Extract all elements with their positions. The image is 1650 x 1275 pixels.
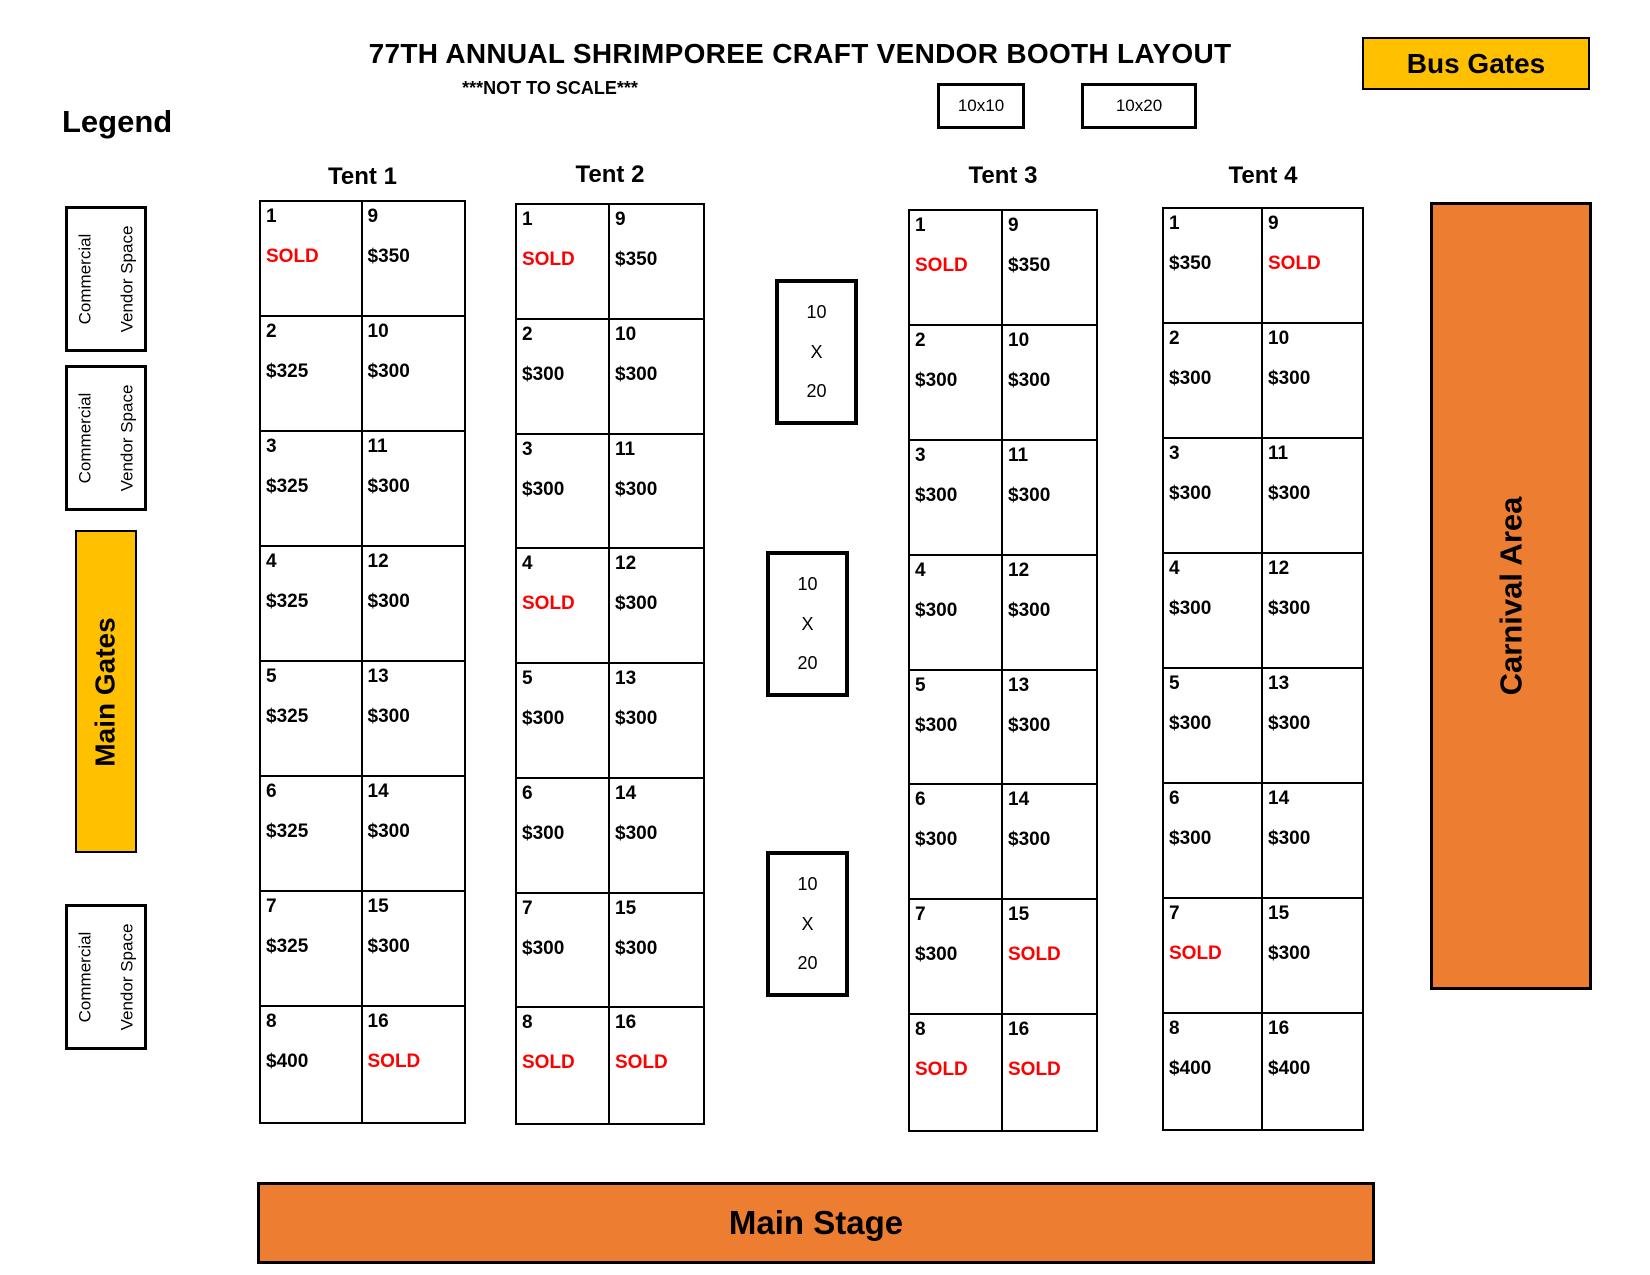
booth-number: 5 [266,666,277,687]
booth-number: 7 [266,896,277,917]
booth-width: 10 [797,873,818,894]
booth-number: 7 [1169,903,1180,924]
booth-price: $300 [615,363,658,385]
carnival-area-label: Carnival Area [1493,496,1529,696]
booth-x: X [801,613,814,634]
booth-price: $300 [1268,828,1311,849]
sold-label: SOLD [367,1051,421,1072]
booth-price: $325 [266,591,309,612]
booth[interactable] [1003,556,1096,671]
booth[interactable] [261,317,363,432]
booth[interactable] [363,777,465,892]
tent-title: Tent 2 [575,161,645,188]
booth-number: 3 [522,438,533,460]
booth[interactable] [910,441,1003,556]
booth-price: $300 [367,591,410,612]
booth-price: $300 [1268,368,1311,389]
booth-number: 10 [1268,328,1290,349]
booth-number: 5 [522,668,533,689]
booth-price: $350 [615,249,658,270]
booth[interactable] [517,894,610,1009]
booth[interactable] [1164,1014,1263,1129]
booth[interactable] [517,205,610,320]
booth-number: 11 [1268,443,1289,464]
booth-number: 4 [266,551,277,572]
booth-number: 5 [1169,673,1180,694]
booth-number: 4 [522,553,533,575]
cvs-line-2: Vendor Space [117,225,136,333]
sold-label: SOLD [915,255,968,276]
booth-number: 15 [1268,903,1290,924]
booth-price: $325 [266,706,309,727]
booth[interactable] [910,1015,1003,1130]
booth[interactable] [1263,209,1362,324]
booth-price: $300 [522,708,565,729]
booth-number: 2 [915,329,926,351]
booth-width: 10 [797,573,818,594]
booth[interactable] [1263,784,1362,899]
bus-gates: Bus Gates [1362,37,1590,90]
booth[interactable] [910,211,1003,326]
booth-price: $300 [1008,829,1051,851]
booth-price: $300 [1169,483,1212,504]
booth-number: 14 [367,781,389,802]
booth-number: 12 [1268,558,1290,579]
booth-price: $325 [266,936,309,957]
booth[interactable] [517,549,610,664]
page-title: 77TH ANNUAL SHRIMPOREE CRAFT VENDOR BOOTH LAYOUT [368,38,1232,69]
booth-price: $300 [615,822,658,844]
booth-price: $325 [266,476,309,497]
booth-number: 16 [615,1012,637,1034]
sold-label: SOLD [1169,943,1222,964]
booth-price: $300 [915,829,958,851]
booth-number: 8 [915,1019,926,1041]
booth-number: 16 [1008,1019,1030,1041]
cvs-line-2: Vendor Space [117,923,136,1031]
booth[interactable] [1003,441,1096,556]
booth-number: 2 [1169,328,1180,349]
cvs-line-1: Commercial [75,233,94,325]
booth-number: 1 [522,209,533,230]
booth[interactable] [363,432,465,547]
booth[interactable] [610,664,703,779]
booth-price: $300 [1268,483,1311,504]
cvs-line-1: Commercial [75,931,94,1023]
booth-price: $400 [1268,1058,1311,1079]
booth[interactable] [1263,899,1362,1014]
sold-label: SOLD [615,1052,668,1074]
commercial-vendor-space [65,365,147,511]
booth-price: $300 [1268,943,1311,964]
booth[interactable] [363,202,465,317]
booth-number: 12 [1008,559,1030,581]
booth-number: 6 [522,782,533,804]
booth-number: 3 [915,444,926,466]
booth[interactable] [261,202,363,317]
booth[interactable] [517,435,610,550]
booth-number: 2 [266,321,277,342]
not-to-scale-note: ***NOT TO SCALE*** [462,78,638,98]
size-legend-10x20: 10x20 [1081,83,1197,129]
booth[interactable] [1003,671,1096,786]
booth-number: 13 [1008,674,1030,696]
booth-number: 6 [915,789,926,811]
booth[interactable] [1164,784,1263,899]
booth[interactable] [610,549,703,664]
booth-number: 2 [522,323,533,345]
booth-number: 10 [1008,329,1030,351]
booth[interactable] [1164,899,1263,1014]
booth-number: 12 [367,551,389,572]
booth-width: 10 [806,301,827,322]
legend-label: Legend [62,104,173,139]
tent-title: Tent 1 [328,163,397,190]
booth-price: $300 [1268,713,1311,734]
booth-number: 4 [915,559,926,581]
booth[interactable] [1003,1015,1096,1130]
booth-number: 10 [615,323,637,345]
booth-number: 16 [1268,1018,1290,1039]
booth-price: $300 [1268,598,1311,619]
booth-price: $300 [1169,598,1212,619]
booth-number: 1 [1169,213,1180,234]
booth[interactable] [517,1008,610,1123]
booth[interactable] [517,320,610,435]
commercial-vendor-space [65,904,147,1050]
booth-number: 11 [367,436,388,457]
booth-price: $300 [367,821,410,842]
booth-price: $300 [915,944,958,966]
booth-price: $300 [615,708,658,729]
booth-price: $300 [915,484,958,506]
booth-number: 12 [615,553,637,575]
booth-number: 1 [266,206,277,227]
booth[interactable] [261,777,363,892]
main-stage: Main Stage [257,1182,1375,1264]
booth-price: $350 [367,246,410,267]
booth-price: $300 [522,937,565,959]
booth[interactable] [610,1008,703,1123]
booth-number: 1 [915,215,926,236]
booth-price: $300 [1008,369,1051,391]
booth-10x20 [775,279,858,425]
booth[interactable] [610,205,703,320]
booth[interactable] [1003,326,1096,441]
booth-price: $300 [615,478,658,500]
sold-label: SOLD [1008,1059,1061,1081]
booth-price: $300 [915,714,958,736]
booth-10x20 [766,551,849,697]
booth-height: 20 [797,953,818,974]
sold-label: SOLD [522,1052,575,1074]
booth-price: $400 [1169,1058,1212,1079]
sold-label: SOLD [266,246,319,267]
cvs-line-1: Commercial [75,392,94,484]
booth-height: 20 [806,381,827,402]
booth-price: $300 [1008,599,1051,621]
booth-number: 3 [1169,443,1180,464]
booth-number: 8 [1169,1018,1180,1039]
booth-price: $350 [1008,255,1051,276]
booth[interactable] [910,556,1003,671]
booth[interactable] [1263,439,1362,554]
tent-title: Tent 4 [1228,162,1298,189]
booth-price: $300 [615,937,658,959]
booth[interactable] [1003,900,1096,1015]
booth[interactable] [363,662,465,777]
booth[interactable] [1263,1014,1362,1129]
booth-price: $300 [522,478,565,500]
main-gates [75,530,137,853]
booth-price: $300 [522,822,565,844]
booth-number: 9 [367,206,379,227]
booth[interactable] [261,662,363,777]
tent-1 [259,200,466,1124]
booth-price: $300 [615,593,658,615]
cvs-line-2: Vendor Space [117,384,136,492]
booth-number: 15 [367,896,389,917]
commercial-vendor-space [65,206,147,352]
booth-number: 8 [522,1012,533,1034]
booth[interactable] [363,547,465,662]
booth[interactable] [261,1007,363,1122]
booth-number: 7 [522,897,533,919]
booth-price: $350 [1169,253,1212,274]
booth[interactable] [1003,785,1096,900]
booth-number: 13 [367,666,389,687]
booth[interactable] [610,894,703,1009]
booth[interactable] [610,435,703,550]
booth[interactable] [910,671,1003,786]
booth-price: $325 [266,361,309,382]
carnival-area [1430,202,1592,990]
booth-number: 14 [615,782,637,804]
booth-number: 16 [367,1011,389,1032]
tent-2 [515,203,705,1125]
booth-price: $300 [915,369,958,391]
booth[interactable] [261,432,363,547]
booth[interactable] [610,779,703,894]
booth-number: 6 [266,781,277,802]
booth-height: 20 [797,653,818,674]
booth-price: $300 [367,361,410,382]
size-legend-10x10: 10x10 [937,83,1025,129]
booth[interactable] [610,320,703,435]
booth-number: 13 [615,668,637,689]
booth-price: $300 [1169,828,1212,849]
tent-4 [1162,207,1364,1131]
booth-price: $300 [915,599,958,621]
booth-price: $300 [1169,713,1212,734]
booth-number: 6 [1169,788,1180,809]
booth[interactable] [363,317,465,432]
booth-price: $325 [266,821,309,842]
booth[interactable] [1263,324,1362,439]
booth-number: 11 [1008,444,1029,466]
booth-number: 11 [615,438,636,460]
booth-number: 9 [615,209,626,230]
booth[interactable] [1164,554,1263,669]
booth[interactable] [1263,554,1362,669]
booth[interactable] [1164,324,1263,439]
booth-number: 4 [1169,558,1180,579]
booth-price: $300 [1169,368,1212,389]
booth-number: 10 [367,321,389,342]
booth-number: 5 [915,674,926,696]
tent-3 [908,209,1098,1132]
booth-number: 3 [266,436,277,457]
sold-label: SOLD [1008,944,1061,966]
booth-number: 14 [1268,788,1290,809]
booth-price: $300 [522,363,565,385]
booth-x: X [801,913,814,934]
booth-number: 7 [915,904,926,926]
booth-price: $300 [1008,714,1051,736]
booth-number: 14 [1008,789,1030,811]
booth-number: 15 [615,897,637,919]
sold-label: SOLD [522,249,575,270]
booth-number: 9 [1268,213,1279,234]
tent-title: Tent 3 [968,162,1038,189]
booth-price: $400 [266,1051,309,1072]
booth-number: 8 [266,1011,277,1032]
sold-label: SOLD [1268,253,1321,274]
sold-label: SOLD [915,1059,968,1081]
main-gates-label: Main Gates [90,616,122,767]
booth-number: 13 [1268,673,1290,694]
booth[interactable] [1164,209,1263,324]
booth[interactable] [363,892,465,1007]
booth-number: 15 [1008,904,1030,926]
booth[interactable] [261,892,363,1007]
booth-price: $300 [367,936,410,957]
booth-price: $300 [367,476,410,497]
booth[interactable] [517,779,610,894]
booth-price: $300 [367,706,410,727]
booth[interactable] [363,1007,465,1122]
booth[interactable] [910,900,1003,1015]
booth-price: $300 [1008,484,1051,506]
booth-number: 9 [1008,215,1019,236]
booth[interactable] [261,547,363,662]
sold-label: SOLD [522,593,575,615]
booth[interactable] [1164,439,1263,554]
booth-10x20 [766,851,849,997]
booth[interactable] [1263,669,1362,784]
booth[interactable] [910,785,1003,900]
booth[interactable] [910,326,1003,441]
booth[interactable] [517,664,610,779]
booth[interactable] [1003,211,1096,326]
booth-x: X [810,341,823,362]
booth[interactable] [1164,669,1263,784]
